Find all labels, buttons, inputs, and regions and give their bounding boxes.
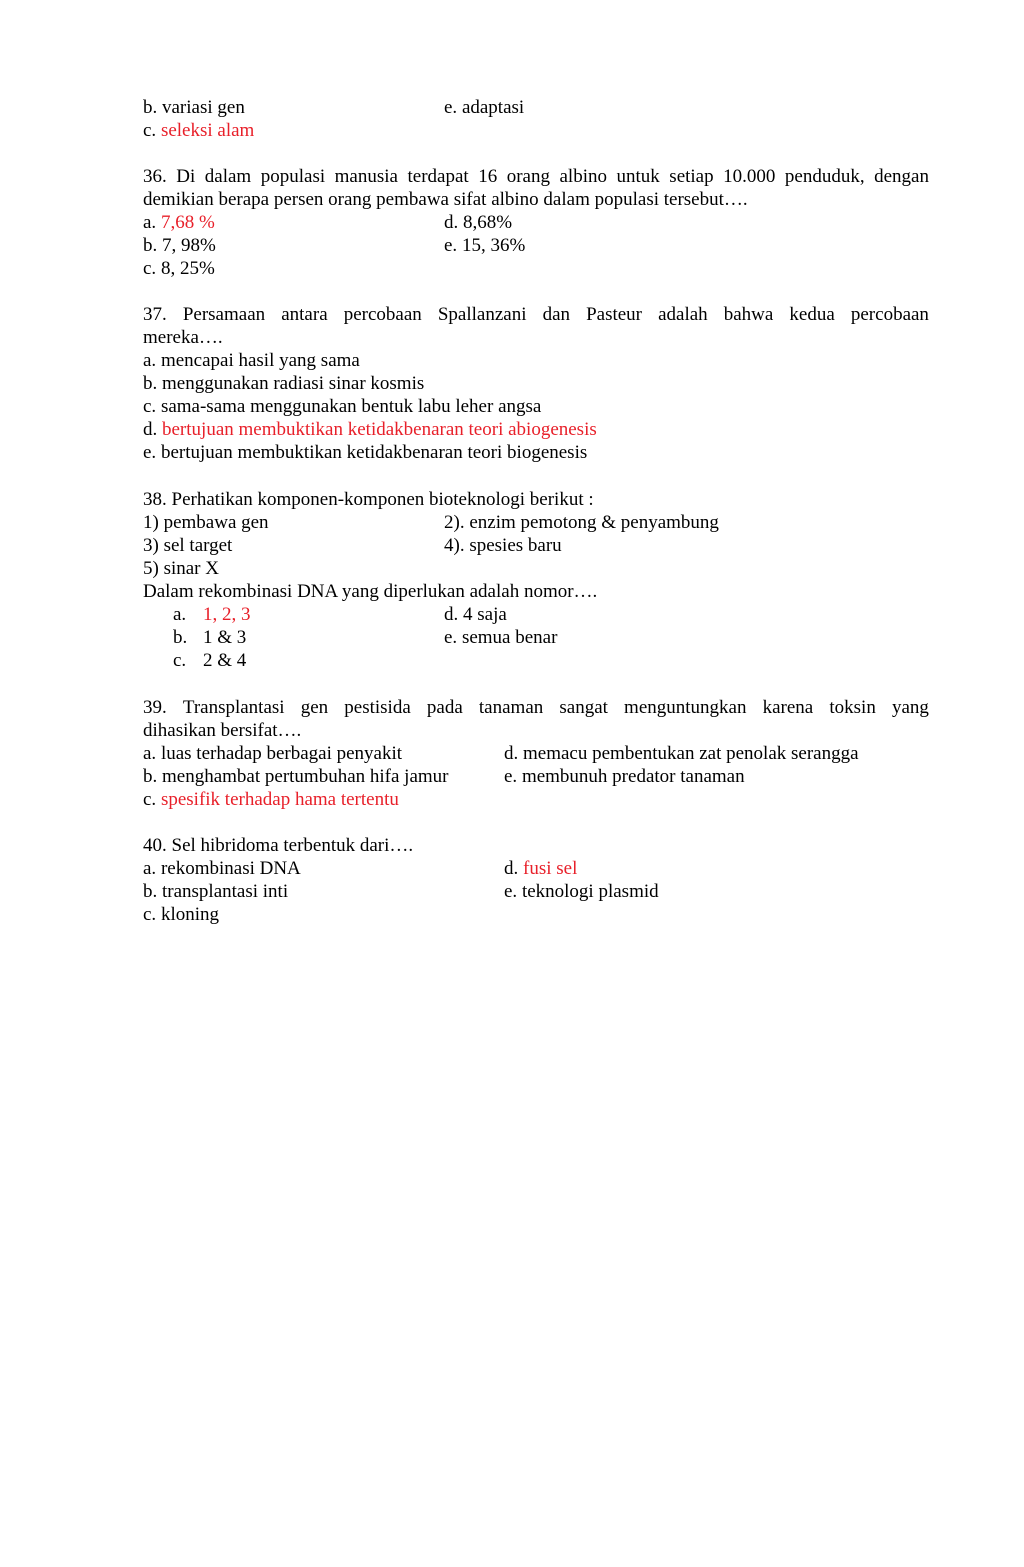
- q39-option-c: c. spesifik terhadap hama tertentu: [143, 789, 399, 810]
- q37-option-e: e. bertujuan membuktikan ketidakbenaran teori biogenesis: [143, 442, 588, 463]
- q38-option-b: b. 1 & 3: [173, 627, 247, 648]
- stem-word: albino: [559, 166, 607, 187]
- q35-option-e: e. adaptasi: [444, 97, 525, 118]
- q39-option-b: b. menghambat pertumbuhan hifa jamur: [143, 766, 449, 787]
- stem-word: 10.000: [723, 166, 776, 187]
- q38-item-1: 1) pembawa gen: [143, 512, 269, 533]
- q37-answer: bertujuan membuktikan ketidakbenaran teori abiogenesis: [162, 419, 597, 440]
- q38-option-a: a. 1, 2, 3: [173, 604, 251, 625]
- stem-word: sangat: [559, 697, 608, 718]
- q37-stem-line1: [143, 303, 929, 326]
- stem-word: pada: [426, 697, 463, 718]
- stem-word: Spallanzani: [437, 304, 527, 325]
- stem-word: pestisida: [344, 697, 411, 718]
- stem-word: untuk: [616, 166, 660, 187]
- stem-word: bahwa: [723, 304, 774, 325]
- stem-word: dengan: [874, 166, 929, 187]
- q40-option-a: a. rekombinasi DNA: [143, 858, 301, 879]
- q38-question: Dalam rekombinasi DNA yang diperlukan adalah nomor….: [143, 581, 598, 602]
- stem-word: 16: [478, 166, 498, 187]
- q37-option-b: b. menggunakan radiasi sinar kosmis: [143, 373, 425, 394]
- q36-option-a: a. 7,68 %: [143, 212, 215, 233]
- q39-option-e: e. membunuh predator tanaman: [504, 766, 745, 787]
- stem-word: Transplantasi: [182, 697, 285, 718]
- q36-stem-line1: [143, 165, 929, 188]
- q39-option-d: d. memacu pembentukan zat penolak serangga: [504, 743, 859, 764]
- stem-word: adalah: [658, 304, 708, 325]
- stem-word: 39.: [143, 697, 167, 718]
- stem-word: karena: [762, 697, 814, 718]
- q36-option-e: e. 15, 36%: [444, 235, 526, 256]
- q39-stem-line2: dihasikan bersifat….: [143, 720, 302, 741]
- q38-answer: 1, 2, 3: [203, 604, 251, 625]
- q37-option-a: a. mencapai hasil yang sama: [143, 350, 360, 371]
- stem-word: 36.: [143, 166, 167, 187]
- stem-word: percobaan: [343, 304, 422, 325]
- stem-word: yang: [891, 697, 929, 718]
- stem-word: Di: [176, 166, 196, 187]
- stem-word: manusia: [334, 166, 398, 187]
- stem-word: orang: [506, 166, 550, 187]
- q35-option-c: c. seleksi alam: [143, 120, 255, 141]
- stem-word: Pasteur: [586, 304, 643, 325]
- stem-word: penduduk,: [784, 166, 865, 187]
- q38-stem: 38. Perhatikan komponen-komponen bioteknologi berikut :: [143, 489, 594, 510]
- stem-word: dan: [542, 304, 570, 325]
- q39-option-a: a. luas terhadap berbagai penyakit: [143, 743, 403, 764]
- stem-word: menguntungkan: [624, 697, 747, 718]
- q37-option-c: c. sama-sama menggunakan bentuk labu leher angsa: [143, 396, 542, 417]
- stem-word: toksin: [829, 697, 876, 718]
- q36-stem-line2: demikian berapa persen orang pembawa sifat albino dalam populasi tersebut….: [143, 189, 748, 210]
- q38-option-e: e. semua benar: [444, 627, 558, 648]
- q38-item-4: 4). spesies baru: [444, 535, 562, 556]
- stem-word: terdapat: [407, 166, 469, 187]
- stem-word: antara: [281, 304, 328, 325]
- q36-answer: 7,68 %: [160, 212, 215, 233]
- q40-option-e: e. teknologi plasmid: [504, 881, 659, 902]
- q40-option-b: b. transplantasi inti: [143, 881, 289, 902]
- q38-item-2: 2). enzim pemotong & penyambung: [444, 512, 719, 533]
- stem-word: populasi: [260, 166, 326, 187]
- q35-option-b: b. variasi gen: [143, 97, 245, 118]
- q36-option-d: d. 8,68%: [444, 212, 513, 233]
- q38-option-c: c. 2 & 4: [173, 650, 247, 671]
- q37-stem-line2: mereka….: [143, 327, 223, 348]
- q40-stem: 40. Sel hibridoma terbentuk dari….: [143, 835, 414, 856]
- q36-option-b: b. 7, 98%: [143, 235, 216, 256]
- q39-stem-line1: [143, 696, 929, 719]
- q36-option-c: c. 8, 25%: [143, 258, 215, 279]
- q39-answer: spesifik terhadap hama tertentu: [160, 789, 399, 810]
- q38-option-d: d. 4 saja: [444, 604, 507, 625]
- stem-word: 37.: [143, 304, 167, 325]
- q40-option-d: d. fusi sel: [504, 858, 578, 879]
- stem-word: gen: [300, 697, 329, 718]
- stem-word: tanaman: [478, 697, 544, 718]
- q37-option-d: d. bertujuan membuktikan ketidakbenaran teori abiogenesis: [143, 419, 597, 440]
- q38-item-3: 3) sel target: [143, 535, 233, 556]
- stem-word: percobaan: [850, 304, 929, 325]
- q38-item-5: 5) sinar X: [143, 558, 219, 579]
- q35-answer: seleksi alam: [160, 120, 255, 141]
- stem-word: kedua: [789, 304, 835, 325]
- stem-word: dalam: [204, 166, 252, 187]
- q40-option-c: c. kloning: [143, 904, 219, 925]
- stem-word: Persamaan: [182, 304, 266, 325]
- stem-word: setiap: [669, 166, 714, 187]
- q40-answer: fusi sel: [523, 858, 578, 879]
